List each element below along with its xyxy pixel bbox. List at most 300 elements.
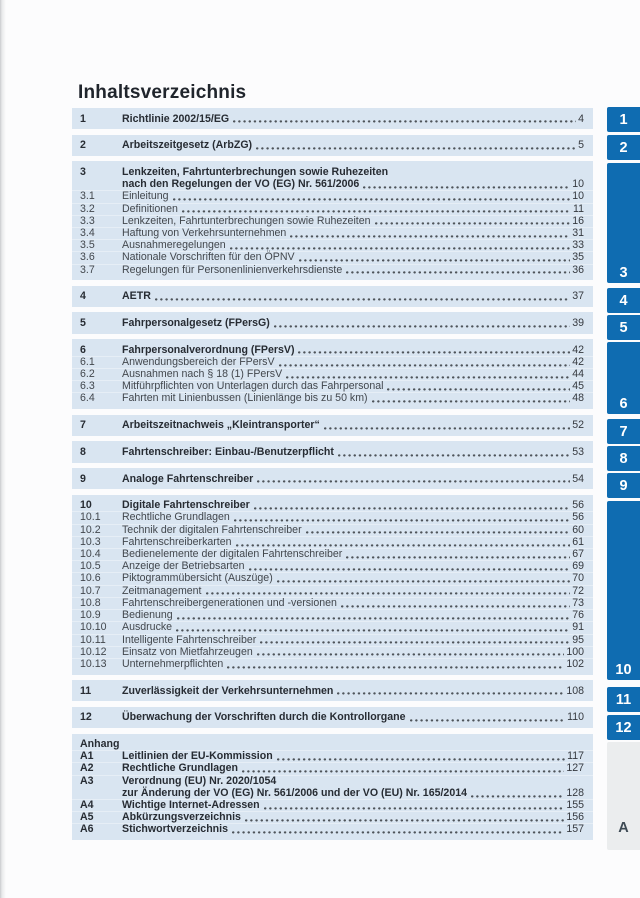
- toc-entry[interactable]: [72, 609, 593, 621]
- dot-leader: [257, 653, 565, 656]
- entry-number: 3.5: [80, 239, 95, 252]
- page-number: 117: [567, 750, 584, 763]
- entry-number: 3.2: [80, 202, 95, 215]
- entry-number: 3.4: [80, 226, 95, 239]
- dot-leader: [337, 692, 564, 695]
- dot-leader: [236, 544, 571, 547]
- entry-body: [122, 215, 584, 227]
- chapter-tab-label: 1: [619, 111, 628, 128]
- entry-number: 4: [80, 290, 86, 303]
- entry-body: [122, 621, 584, 633]
- dot-leader: [306, 531, 571, 534]
- entry-body: [122, 750, 584, 762]
- entry-body: [122, 251, 584, 263]
- toc-group: [72, 495, 593, 675]
- toc-entry[interactable]: [72, 113, 593, 125]
- dot-leader: [230, 247, 571, 250]
- entry-line: [122, 658, 584, 670]
- entry-body: [122, 511, 584, 523]
- entry-title: Rechtliche Grundlagen: [122, 762, 238, 775]
- entry-line: [122, 190, 584, 202]
- dot-leader: [274, 325, 570, 328]
- toc-group: [72, 312, 593, 333]
- entry-title: Leitlinien der EU-Kommission: [122, 750, 273, 763]
- entry-title: Mitführpflichten von Unterlagen durch das Fahrpersonal: [122, 380, 384, 393]
- page-number: 91: [572, 621, 584, 634]
- toc-entry[interactable]: [72, 634, 593, 646]
- entry-line: [122, 178, 584, 190]
- toc-group: [72, 680, 593, 701]
- entry-body: [122, 139, 584, 151]
- toc-entry[interactable]: [72, 711, 593, 723]
- chapter-tab-a[interactable]: [607, 742, 640, 850]
- dot-leader: [299, 259, 571, 262]
- entry-title: Nationale Vorschriften für den ÖPNV: [122, 251, 295, 264]
- entry-line: [122, 511, 584, 523]
- entry-line: [122, 762, 584, 774]
- chapter-tab-8[interactable]: [607, 446, 640, 471]
- entry-line: [122, 548, 584, 560]
- toc-section-label: [72, 738, 593, 750]
- page-number: 5: [578, 139, 584, 152]
- toc-entry[interactable]: [72, 317, 593, 329]
- entry-number: 3.3: [80, 214, 95, 227]
- dot-leader: [182, 210, 571, 213]
- chapter-tab-label: 10: [615, 662, 632, 678]
- dot-leader: [387, 388, 570, 391]
- dot-leader: [277, 580, 570, 583]
- page-number: 108: [566, 684, 584, 697]
- dot-leader: [245, 819, 564, 822]
- entry-number: 6.2: [80, 368, 95, 381]
- toc-entry[interactable]: [72, 823, 593, 835]
- page-number: 102: [566, 657, 584, 670]
- page-number: 56: [572, 499, 584, 512]
- entry-line: [122, 380, 584, 392]
- entry-number: 10.1: [80, 511, 101, 524]
- entry-title: Ausdrucke: [122, 621, 173, 634]
- page-number: 61: [572, 535, 584, 548]
- entry-body: [122, 190, 584, 202]
- entry-body: [122, 392, 584, 404]
- toc-entry[interactable]: [72, 203, 593, 215]
- entry-number: 1: [80, 112, 86, 125]
- toc-entry[interactable]: [72, 166, 593, 190]
- chapter-tab-6[interactable]: [607, 342, 640, 414]
- dot-leader: [279, 364, 571, 367]
- toc-entry[interactable]: [72, 499, 593, 511]
- page-number: 52: [572, 419, 584, 432]
- toc-entry[interactable]: [72, 264, 593, 276]
- chapter-tab-label: 11: [615, 691, 632, 708]
- entry-number: 10.4: [80, 548, 101, 561]
- page-number: 156: [566, 811, 584, 824]
- toc-entry[interactable]: [72, 190, 593, 202]
- entry-number: A1: [80, 750, 94, 763]
- dot-leader: [372, 400, 571, 403]
- page-number: 56: [572, 511, 584, 524]
- chapter-tab-4[interactable]: [607, 288, 640, 313]
- page-number: 157: [566, 823, 584, 836]
- toc-entry[interactable]: [72, 775, 593, 799]
- entry-body: [122, 572, 584, 584]
- page-number: 95: [572, 633, 584, 646]
- entry-line: [122, 356, 584, 368]
- entry-line: [122, 775, 584, 787]
- toc-entry[interactable]: [72, 536, 593, 548]
- entry-body: [122, 762, 584, 774]
- toc-entry[interactable]: [72, 419, 593, 431]
- toc-entry[interactable]: [72, 548, 593, 560]
- page-number: 44: [572, 368, 584, 381]
- entry-line: [122, 290, 584, 302]
- dot-leader: [346, 271, 570, 274]
- entry-body: [122, 473, 584, 485]
- toc-entry[interactable]: [72, 227, 593, 239]
- chapter-tab-10[interactable]: [607, 501, 640, 680]
- chapter-tab-7[interactable]: [607, 419, 640, 444]
- chapter-tab-1[interactable]: [607, 107, 640, 132]
- toc-entry[interactable]: [72, 560, 593, 572]
- entry-number: 3: [80, 165, 86, 178]
- entry-title: nach den Regelungen der VO (EG) Nr. 561/2006: [122, 178, 360, 191]
- entry-number: Anhang: [80, 738, 120, 751]
- entry-title: Haftung von Verkehrsunternehmen: [122, 226, 287, 239]
- chapter-tab-label: 5: [619, 319, 628, 336]
- chapter-tab-label: 9: [619, 477, 628, 494]
- toc-group: [72, 441, 593, 462]
- page-number: 45: [572, 380, 584, 393]
- dot-leader: [233, 120, 576, 123]
- entry-title: Zeitmanagement: [122, 584, 202, 597]
- entry-title: Intelligente Fahrtenschreiber: [122, 633, 257, 646]
- entry-line: [122, 524, 584, 536]
- toc-entry[interactable]: [72, 750, 593, 762]
- entry-line: [122, 609, 584, 621]
- entry-line: [122, 239, 584, 251]
- entry-title: Technik der digitalen Fahrtenschreiber: [122, 523, 302, 536]
- chapter-tab-3[interactable]: [607, 163, 640, 283]
- page-number: 42: [572, 355, 584, 368]
- toc-entry[interactable]: [72, 392, 593, 404]
- entry-body: [122, 646, 584, 658]
- toc-entry[interactable]: [72, 685, 593, 697]
- page-number: 48: [572, 392, 584, 405]
- chapter-tab-label: 4: [619, 292, 628, 309]
- chapter-tab-label: 6: [619, 396, 628, 412]
- page-number: 54: [572, 472, 584, 485]
- entry-title: Richtlinie 2002/15/EG: [122, 112, 230, 125]
- toc-group: [72, 339, 593, 409]
- page-number: 72: [572, 584, 584, 597]
- entry-line: [122, 344, 584, 356]
- page-number: 69: [572, 560, 584, 573]
- chapter-tab-12[interactable]: [607, 715, 640, 740]
- toc-entry[interactable]: [72, 799, 593, 811]
- entry-title: Piktogrammübersicht (Auszüge): [122, 572, 273, 585]
- entry-line: [122, 473, 584, 485]
- entry-number: 10.13: [80, 657, 107, 670]
- entry-number: A6: [80, 823, 94, 836]
- dot-leader: [338, 454, 570, 457]
- chapter-tab-9[interactable]: [607, 473, 640, 498]
- entry-number: 3.6: [80, 251, 95, 264]
- entry-number: 10.12: [80, 645, 107, 658]
- entry-body: [122, 536, 584, 548]
- page-number: 60: [572, 523, 584, 536]
- dot-leader: [242, 770, 564, 773]
- entry-line: [122, 621, 584, 633]
- toc-group: [72, 161, 593, 280]
- entry-title: Fahrtenschreiber: Einbau-/Benutzerpflicht: [122, 445, 334, 458]
- entry-line: [122, 585, 584, 597]
- entry-number: 12: [80, 711, 92, 724]
- entry-body: [122, 585, 584, 597]
- entry-title: AETR: [122, 290, 151, 303]
- page-number: 33: [572, 239, 584, 252]
- entry-number: 3.1: [80, 190, 95, 203]
- page-title: Inhaltsverzeichnis: [78, 82, 247, 103]
- toc-group: [72, 415, 593, 436]
- toc-entry[interactable]: [72, 572, 593, 584]
- toc-entry[interactable]: [72, 139, 593, 151]
- dot-leader: [471, 795, 564, 798]
- entry-line: [122, 166, 584, 178]
- entry-number: 8: [80, 445, 86, 458]
- toc-entry[interactable]: [72, 646, 593, 658]
- toc-group: [72, 286, 593, 307]
- page-number: 37: [572, 290, 584, 303]
- entry-body: [122, 609, 584, 621]
- toc-entry[interactable]: [72, 473, 593, 485]
- entry-title: Einsatz von Mietfahrzeugen: [122, 645, 253, 658]
- entry-title: Arbeitszeitnachweis „Kleintransporter“: [122, 419, 320, 432]
- entry-line: [122, 251, 584, 263]
- entry-line: [122, 646, 584, 658]
- toc-entry[interactable]: [72, 251, 593, 263]
- page-number: 127: [566, 762, 584, 775]
- page-number: 11: [573, 202, 584, 215]
- toc-entry[interactable]: [72, 368, 593, 380]
- dot-leader: [375, 222, 571, 225]
- entry-body: [122, 344, 584, 356]
- toc-entry[interactable]: [72, 239, 593, 251]
- chapter-tab-11[interactable]: [607, 687, 640, 712]
- entry-line: [122, 139, 584, 151]
- entry-title: Definitionen: [122, 202, 178, 215]
- entry-title: Regelungen für Personenlinienverkehrsdienste: [122, 263, 343, 276]
- entry-body: [122, 658, 584, 670]
- entry-line: [122, 811, 584, 823]
- entry-number: 10.2: [80, 523, 101, 536]
- toc-entry[interactable]: [72, 344, 593, 356]
- toc-entry[interactable]: [72, 524, 593, 536]
- entry-body: [122, 685, 584, 697]
- entry-body: [122, 597, 584, 609]
- entry-body: [122, 634, 584, 646]
- toc-entry[interactable]: [72, 446, 593, 458]
- entry-body: [122, 317, 584, 329]
- dot-leader: [341, 605, 570, 608]
- dot-leader: [286, 376, 570, 379]
- toc-entry[interactable]: [72, 762, 593, 774]
- entry-number: 11: [80, 684, 92, 697]
- dot-leader: [298, 351, 570, 354]
- dot-leader: [410, 719, 566, 722]
- page-number: 155: [566, 799, 584, 812]
- page-number: 4: [578, 112, 584, 125]
- entry-title: Bedienung: [122, 609, 173, 622]
- entry-title: Fahrtenschreiberkarten: [122, 535, 232, 548]
- toc-group: [72, 734, 593, 841]
- dot-leader: [346, 556, 570, 559]
- entry-line: [122, 215, 584, 227]
- entry-number: 10.8: [80, 596, 101, 609]
- chapter-tab-label: A: [618, 820, 629, 836]
- entry-line: [122, 113, 584, 125]
- entry-line: [122, 203, 584, 215]
- page-number: 36: [572, 263, 584, 276]
- entry-number: 6: [80, 343, 86, 356]
- page-number: 76: [572, 609, 584, 622]
- toc-entry[interactable]: [72, 215, 593, 227]
- entry-number: 10.11: [80, 633, 106, 646]
- entry-body: [122, 711, 584, 723]
- entry-number: 10.9: [80, 609, 101, 622]
- entry-title: Anwendungsbereich der FPersV: [122, 355, 275, 368]
- entry-line: [122, 368, 584, 380]
- entry-body: [122, 368, 584, 380]
- page-number: 42: [572, 343, 584, 356]
- entry-number: 7: [80, 419, 86, 432]
- entry-number: 10.6: [80, 572, 101, 585]
- entry-line: [122, 750, 584, 762]
- entry-title: Analoge Fahrtenschreiber: [122, 472, 254, 485]
- toc-content: [72, 0, 593, 846]
- toc-entry[interactable]: [72, 621, 593, 633]
- page-number: 70: [572, 572, 584, 585]
- entry-title: Ausnahmen nach § 18 (1) FPersV: [122, 368, 283, 381]
- entry-line: [122, 634, 584, 646]
- entry-body: [122, 290, 584, 302]
- chapter-tab-label: 12: [615, 719, 632, 736]
- entry-title: Rechtliche Grundlagen: [122, 511, 230, 524]
- dot-leader: [324, 427, 570, 430]
- page-number: 35: [572, 251, 584, 264]
- entry-body: [122, 380, 584, 392]
- toc-group: [72, 135, 593, 156]
- toc-entry[interactable]: [72, 511, 593, 523]
- entry-body: [122, 166, 584, 190]
- entry-body: [122, 113, 584, 125]
- toc-entry[interactable]: [72, 658, 593, 670]
- dot-leader: [260, 641, 570, 644]
- entry-number: 10.3: [80, 535, 101, 548]
- toc-entry[interactable]: [72, 811, 593, 823]
- page-left-edge-shadow: [0, 0, 6, 898]
- entry-title: Stichwortverzeichnis: [122, 823, 228, 836]
- entry-line: [122, 536, 584, 548]
- entry-line: [122, 499, 584, 511]
- entry-body: [122, 499, 584, 511]
- entry-title: Fahrten mit Linienbussen (Linienlänge bis zu 50 km): [122, 392, 368, 405]
- entry-body: [122, 799, 584, 811]
- entry-number: A2: [80, 762, 94, 775]
- entry-line: [122, 392, 584, 404]
- chapter-tab-2[interactable]: [607, 135, 640, 160]
- toc-group: [72, 108, 593, 129]
- toc-entry[interactable]: [72, 597, 593, 609]
- entry-number: 5: [80, 316, 86, 329]
- entry-title: Wichtige Internet-Adressen: [122, 799, 260, 812]
- page-number: 31: [572, 226, 584, 239]
- dot-leader: [256, 147, 576, 150]
- toc-entry[interactable]: [72, 585, 593, 597]
- entry-title: Digitale Fahrtenschreiber: [122, 499, 250, 512]
- entry-title: Einleitung: [122, 190, 169, 203]
- entry-line: [122, 264, 584, 276]
- entry-number: 6.3: [80, 380, 95, 393]
- toc-entry[interactable]: [72, 380, 593, 392]
- entry-title: Zuverlässigkeit der Verkehrsunternehmen: [122, 684, 334, 697]
- entry-number: 3.7: [80, 263, 95, 276]
- entry-title: Abkürzungsverzeichnis: [122, 811, 241, 824]
- entry-body: [122, 227, 584, 239]
- page-number: 10: [572, 190, 584, 203]
- dot-leader: [254, 507, 570, 510]
- entry-line: [122, 227, 584, 239]
- entry-title: Ausnahmeregelungen: [122, 239, 226, 252]
- page-number: 67: [572, 548, 584, 561]
- dot-leader: [249, 568, 571, 571]
- entry-body: [122, 775, 584, 799]
- page-number: 16: [572, 214, 584, 227]
- chapter-tab-label: 7: [619, 423, 628, 440]
- entry-body: [122, 811, 584, 823]
- toc-list: [72, 108, 593, 840]
- entry-line: [122, 597, 584, 609]
- toc-entry[interactable]: [72, 290, 593, 302]
- entry-body: [122, 548, 584, 560]
- entry-line: [122, 799, 584, 811]
- dot-leader: [232, 831, 564, 834]
- dot-leader: [363, 186, 570, 189]
- chapter-tab-label: 8: [619, 450, 628, 467]
- entry-body: [122, 823, 584, 835]
- entry-title: Unternehmerpflichten: [122, 657, 224, 670]
- page-number: 110: [567, 711, 584, 724]
- entry-number: 10.5: [80, 560, 101, 573]
- dot-leader: [290, 235, 570, 238]
- dot-leader: [177, 617, 571, 620]
- entry-title: Fahrpersonalgesetz (FPersG): [122, 316, 270, 329]
- page-number: 128: [566, 786, 584, 799]
- entry-line: [122, 317, 584, 329]
- chapter-tab-label: 3: [619, 265, 628, 281]
- dot-leader: [234, 519, 570, 522]
- toc-entry[interactable]: [72, 356, 593, 368]
- entry-title: zur Änderung der VO (EG) Nr. 561/2006 und der VO (EU) Nr. 165/2014: [122, 786, 467, 799]
- entry-number: 10.10: [80, 621, 107, 634]
- dot-leader: [277, 758, 565, 761]
- entry-title: Lenkzeiten, Fahrtunterbrechungen sowie Ruhezeiten: [122, 165, 389, 178]
- chapter-tab-5[interactable]: [607, 315, 640, 340]
- entry-line: [122, 419, 584, 431]
- entry-title: Arbeitszeitgesetz (ArbZG): [122, 139, 253, 152]
- entry-title: Lenkzeiten, Fahrtunterbrechungen sowie Ruhezeiten: [122, 214, 371, 227]
- entry-number: 9: [80, 472, 86, 485]
- entry-line: [122, 711, 584, 723]
